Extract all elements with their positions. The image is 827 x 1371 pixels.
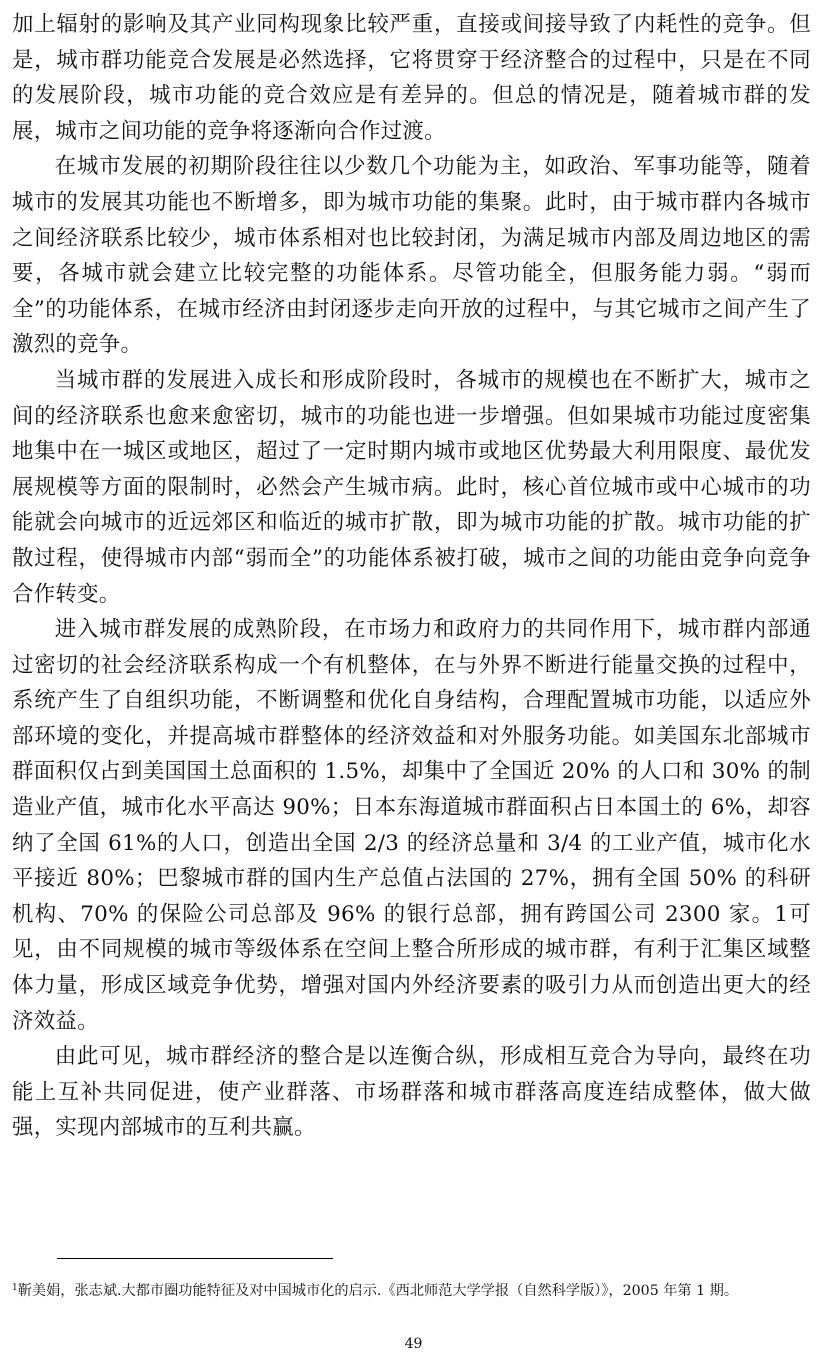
paragraph-2: 在城市发展的初期阶段往往以少数几个功能为主，如政治、军事功能等，随着城市的发展其功能也不断增多，即为城市功能的集聚。此时，由于城市群内各城市之间经济联系比较少，城市体系相对也比较封闭，为满足城市内部及周边地区的需要，各城市就会建立比较完整的功能体系。尽管功能全，但服务能力弱。“弱而全”的功能体系，在城市经济由封闭逐步走向开放的过程中，与其它城市之间产生了激烈的竞争。 [12,154,811,358]
paragraph-4: 进入城市群发展的成熟阶段，在市场力和政府力的共同作用下，城市群内部通过密切的社会经济联系构成一个有机整体，在与外界不断进行能量交换的过程中，系统产生了自组织功能，不断调整和优化自身结构，合理配置城市功能，以适应外部环境的变化，并提高城市群整体的经济效益和对外服务功能。如美国东北部城市群面积仅占到美国国土总面积的 1.5%，却集中了全国近 20% 的人口和 30% 的制造业产值，城市化水平高达 90%；日本东海道城市群面积占日本国土的 6%，却容纳了全国 61%的人口，创造出全国 2/3 的经济总量和 3/4 的工业产值，城市化水平接近 80%；巴黎城市群的国内生产总值占法国的 27%，拥有全国 50% 的科研机构、70% 的保险公司总部及 96% 的银行总部，拥有跨国公司 2300 家。1可见，由不同规模的城市等级体系在空间上整合所形成的城市群，有利于汇集区域整体力量，形成区域竞争优势，增强对国内外经济要素的吸引力从而创造出更大的经济效益。 [12,617,811,1034]
paragraph-1: 加上辐射的影响及其产业同构现象比较严重，直接或间接导致了内耗性的竞争。但是，城市群功能竞合发展是必然选择，它将贯穿于经济整合的过程中，只是在不同的发展阶段，城市功能的竞合效应是有差异的。但总的情况是，随着城市群的发展，城市之间功能的竞争将逐渐向合作过渡。 [12,12,811,144]
paragraph-3: 当城市群的发展进入成长和形成阶段时，各城市的规模也在不断扩大，城市之间的经济联系也愈来愈密切，城市的功能也进一步增强。但如果城市功能过度密集地集中在一城区或地区，超过了一定时期内城市或地区优势最大利用限度、最优发展规模等方面的限制时，必然会产生城市病。此时，核心首位城市或中心城市的功能就会向城市的近远郊区和临近的城市扩散，即为城市功能的扩散。城市功能的扩散过程，使得城市内部“弱而全”的功能体系被打破，城市之间的功能由竞争向竞争合作转变。 [12,367,811,607]
footnote-text: 靳美娟，张志斌.大都市圈功能特征及对中国城市化的启示.《西北师范大学学报（自然科学版）》，2005 年第 1 期。 [17,1283,739,1299]
footnote-marker: 1 [12,1283,18,1293]
footnote [12,1276,811,1304]
paragraph-5: 由此可见，城市群经济的整合是以连衡合纵，形成相互竞合为导向，最终在功能上互补共同促进，使产业群落、市场群落和城市群落高度连结成整体，做大做强，实现内部城市的互利共赢。 [12,1044,811,1141]
document-body [12,7,811,1146]
page-number: 49 [404,1336,423,1352]
footnote-divider [57,1258,333,1259]
